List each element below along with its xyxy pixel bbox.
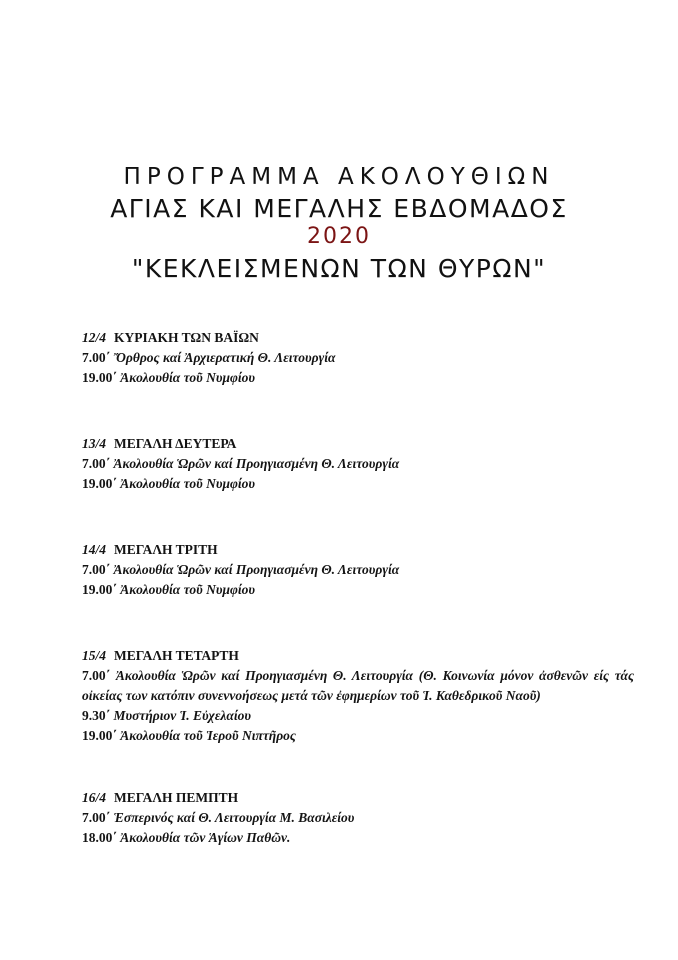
service-time: 7.00΄: [82, 456, 111, 471]
day-block-holy-wednesday: [82, 646, 634, 746]
service-item: [82, 706, 634, 726]
day-heading: [82, 788, 634, 808]
service-desc: Ἑσπερινός καί Θ. Λειτουργία Μ. Βασιλείου: [113, 810, 355, 825]
day-date: 12/4: [82, 330, 107, 345]
service-item: [82, 474, 634, 494]
day-name: ΚΥΡΙΑΚΗ ΤΩΝ ΒΑΪΩΝ: [114, 330, 259, 345]
service-time: 18.00΄: [82, 830, 117, 845]
service-time: 9.30΄: [82, 708, 111, 723]
day-block-palm-sunday: [82, 328, 634, 388]
service-desc: Ἀκολουθία τοῦ Νυμφίου: [120, 370, 256, 385]
document-header: [0, 166, 678, 286]
service-desc: Ἀκολουθία τοῦ Ἱεροῦ Νιπτῆρος: [120, 728, 296, 743]
day-block-holy-thursday: [82, 788, 634, 848]
service-time: 7.00΄: [82, 562, 111, 577]
service-item: [82, 580, 634, 600]
service-desc: Ἀκολουθία Ὡρῶν καί Προηγιασμένη Θ. Λειτουργία (Θ. Κοινωνία μόνον ἀσθενῶν είς τάς οἰκείας των κατόπιν συνεννοήσεως μετά τῶν ἐφημερίων τοῦ Ἱ. Καθεδρικοῦ Ναοῦ): [82, 668, 634, 703]
day-heading: [82, 540, 634, 560]
day-name: ΜΕΓΑΛΗ ΔΕΥΤΕΡΑ: [114, 436, 237, 451]
service-time: 19.00΄: [82, 370, 117, 385]
service-time: 7.00΄: [82, 668, 111, 683]
service-desc: Ἀκολουθία τοῦ Νυμφίου: [120, 582, 256, 597]
day-block-holy-monday: [82, 434, 634, 494]
service-desc: Ἀκολουθία Ὡρῶν καί Προηγιασμένη Θ. Λειτουργία: [113, 456, 400, 471]
service-desc: Ἀκολουθία Ὡρῶν καί Προηγιασμένη Θ. Λειτουργία: [113, 562, 400, 577]
day-heading: [82, 434, 634, 454]
service-time: 19.00΄: [82, 476, 117, 491]
day-block-holy-tuesday: [82, 540, 634, 600]
service-time: 7.00΄: [82, 810, 111, 825]
service-item: [82, 348, 634, 368]
service-item: [82, 828, 634, 848]
service-time: 19.00΄: [82, 582, 117, 597]
service-item: [82, 368, 634, 388]
day-date: 16/4: [82, 790, 107, 805]
service-desc: Ὄρθρος καί Ἀρχιερατική Θ. Λειτουργία: [113, 350, 336, 365]
service-desc: Ἀκολουθία τοῦ Νυμφίου: [120, 476, 256, 491]
service-item: [82, 726, 634, 746]
day-date: 14/4: [82, 542, 107, 557]
title-line-1: ΠΡΟΓΡΑΜΜΑ ΑΚΟΛΟΥΘΙΩΝ: [123, 164, 555, 190]
title-subtitle: "ΚΕΚΛΕΙΣΜΕΝΩΝ ΤΩΝ ΘΥΡΩΝ": [131, 254, 547, 283]
day-date: 13/4: [82, 436, 107, 451]
day-name: ΜΕΓΑΛΗ ΤΡΙΤΗ: [114, 542, 218, 557]
day-name: ΜΕΓΑΛΗ ΠΕΜΠΤΗ: [114, 790, 239, 805]
day-heading: [82, 328, 634, 348]
day-date: 15/4: [82, 648, 107, 663]
service-item: [82, 560, 634, 580]
day-heading: [82, 646, 634, 666]
service-item: [82, 454, 634, 474]
service-item: [82, 666, 634, 706]
service-desc: Μυστήριον Ἱ. Εὐχελαίου: [113, 708, 251, 723]
day-name: ΜΕΓΑΛΗ ΤΕΤΑΡΤΗ: [114, 648, 239, 663]
title-line-2: ΑΓΙΑΣ ΚΑΙ ΜΕΓΑΛΗΣ ΕΒΔΟΜΑΔΟΣ: [110, 194, 568, 223]
title-year: 2020: [307, 224, 371, 249]
service-item: [82, 808, 634, 828]
service-time: 7.00΄: [82, 350, 111, 365]
schedule: [82, 328, 634, 894]
service-time: 19.00΄: [82, 728, 117, 743]
service-desc: Ἀκολουθία τῶν Ἁγίων Παθῶν.: [120, 830, 291, 845]
